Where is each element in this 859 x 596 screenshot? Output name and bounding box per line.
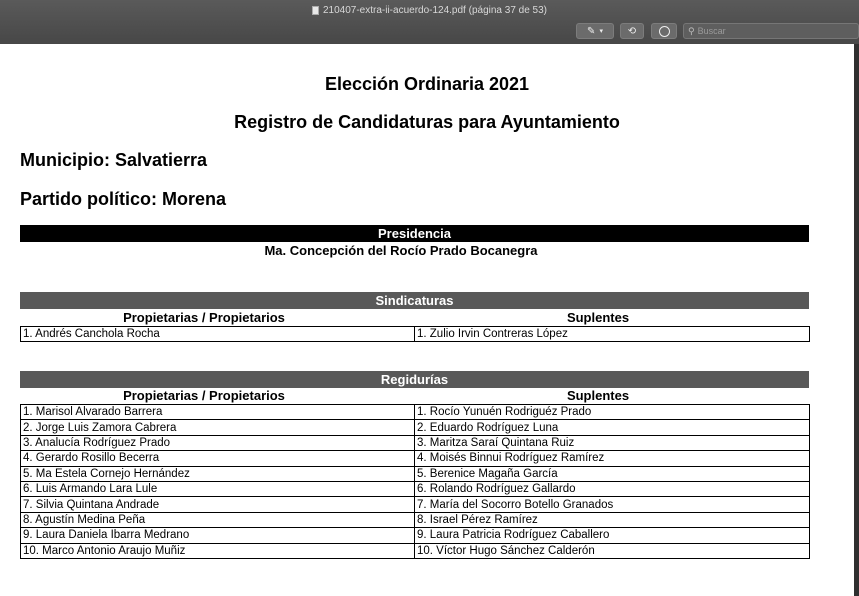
presidencia-header: Presidencia bbox=[20, 225, 809, 242]
search-input[interactable] bbox=[698, 26, 848, 36]
chevron-down-icon: ▾ bbox=[599, 28, 603, 35]
rotate-icon: ⟲ bbox=[627, 25, 637, 37]
sindicaturas-col-suplentes: Suplentes bbox=[566, 310, 630, 325]
search-icon: ⚲ bbox=[688, 25, 695, 36]
municipio-heading: Municipio: Salvatierra bbox=[20, 150, 208, 170]
propietario-cell: 10. Marco Antonio Araujo Muñiz bbox=[21, 543, 415, 558]
propietario-cell: 2. Jorge Luis Zamora Cabrera bbox=[21, 420, 415, 435]
table-row bbox=[21, 497, 810, 512]
propietario-cell: 3. Analucía Rodríguez Prado bbox=[21, 435, 415, 450]
propietario-cell: 1. Andrés Canchola Rocha bbox=[21, 327, 415, 342]
propietario-cell: 9. Laura Daniela Ibarra Medrano bbox=[21, 528, 415, 543]
suplente-cell: 2. Eduardo Rodríguez Luna bbox=[415, 420, 810, 435]
propietario-cell: 6. Luis Armando Lara Lule bbox=[21, 481, 415, 496]
regidurias-header: Regidurías bbox=[20, 371, 809, 388]
suplente-cell: 7. María del Socorro Botello Granados bbox=[415, 497, 810, 512]
propietario-cell: 4. Gerardo Rosillo Becerra bbox=[21, 451, 415, 466]
markup-circle-icon bbox=[659, 26, 670, 37]
suplente-cell: 1. Rocío Yunuén Rodriguéz Prado bbox=[415, 405, 810, 420]
sindicaturas-table bbox=[20, 326, 810, 342]
table-row bbox=[21, 466, 810, 481]
pdf-document-icon bbox=[312, 6, 319, 15]
annotate-button[interactable] bbox=[651, 23, 677, 39]
markup-pen-button[interactable] bbox=[576, 23, 614, 39]
window-title bbox=[0, 5, 859, 16]
suplente-cell: 9. Laura Patricia Rodríguez Caballero bbox=[415, 528, 810, 543]
sindicaturas-header: Sindicaturas bbox=[20, 292, 809, 309]
suplente-cell: 5. Berenice Magaña García bbox=[415, 466, 810, 481]
document-subtitle: Registro de Candidaturas para Ayuntamiento bbox=[234, 112, 620, 132]
suplente-cell: 4. Moisés Binnui Rodríguez Ramírez bbox=[415, 451, 810, 466]
regidurias-col-suplentes: Suplentes bbox=[566, 388, 630, 403]
table-row bbox=[21, 405, 810, 420]
propietario-cell: 1. Marisol Alvarado Barrera bbox=[21, 405, 415, 420]
window-title-text: 210407-extra-ii-acuerdo-124.pdf (página 37 de 53) bbox=[322, 5, 548, 16]
suplente-cell: 8. Israel Pérez Ramírez bbox=[415, 512, 810, 527]
search-field[interactable] bbox=[683, 23, 859, 39]
presidente-name: Ma. Concepción del Rocío Prado Bocanegra bbox=[264, 243, 538, 258]
window-toolbar bbox=[0, 0, 859, 45]
table-row bbox=[21, 528, 810, 543]
table-row bbox=[21, 481, 810, 496]
propietario-cell: 7. Silvia Quintana Andrade bbox=[21, 497, 415, 512]
table-row bbox=[21, 435, 810, 450]
sindicaturas-col-propietarios: Propietarias / Propietarios bbox=[123, 310, 285, 325]
propietario-cell: 5. Ma Estela Cornejo Hernández bbox=[21, 466, 415, 481]
regidurias-table bbox=[20, 404, 810, 559]
partido-heading: Partido político: Morena bbox=[20, 189, 227, 209]
suplente-cell: 3. Maritza Saraí Quintana Ruiz bbox=[415, 435, 810, 450]
table-row bbox=[21, 451, 810, 466]
suplente-cell: 6. Rolando Rodríguez Gallardo bbox=[415, 481, 810, 496]
table-row bbox=[21, 543, 810, 558]
propietario-cell: 8. Agustín Medina Peña bbox=[21, 512, 415, 527]
table-row bbox=[21, 327, 810, 342]
table-row bbox=[21, 512, 810, 527]
pdf-page bbox=[0, 44, 854, 596]
table-row bbox=[21, 420, 810, 435]
rotate-button[interactable] bbox=[620, 23, 644, 39]
suplente-cell: 1. Zulio Irvin Contreras López bbox=[415, 327, 810, 342]
scrollbar-track[interactable] bbox=[854, 44, 859, 596]
pen-icon: ✎ bbox=[587, 25, 596, 37]
regidurias-col-propietarios: Propietarias / Propietarios bbox=[123, 388, 285, 403]
suplente-cell: 10. Víctor Hugo Sánchez Calderón bbox=[415, 543, 810, 558]
document-title: Elección Ordinaria 2021 bbox=[324, 74, 530, 94]
